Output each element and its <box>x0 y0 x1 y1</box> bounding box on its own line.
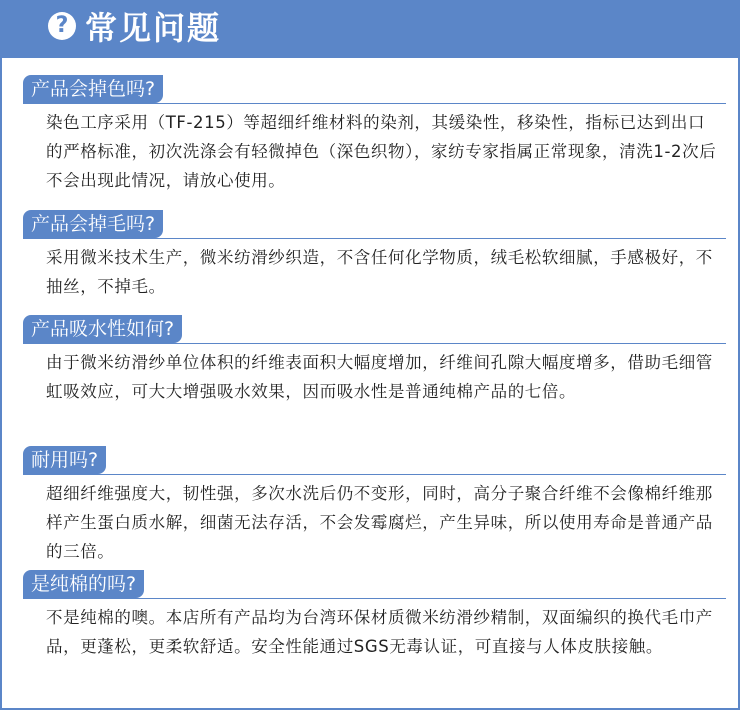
question-label: 产品会掉色吗? <box>23 75 163 103</box>
question-label: 产品吸水性如何? <box>23 315 182 343</box>
answer-text: 由于微米纺滑纱单位体积的纤维表面积大幅度增加，纤维间孔隙大幅度增多，借助毛细管虹吸效应，可大大增强吸水效果，因而吸水性是普通纯棉产品的七倍。 <box>46 353 713 401</box>
question-underline <box>23 598 726 599</box>
page-title: 常见问题 <box>85 9 222 47</box>
question-underline <box>23 474 726 475</box>
answer-text: 超细纤维强度大，韧性强，多次水洗后仍不变形，同时，高分子聚合纤维不会像棉纤维那样产生蛋白质水解，细菌无法存活，不会发霉腐烂，产生异味，所以使用寿命是普通产品的三倍。 <box>46 484 713 561</box>
question-underline <box>23 343 726 344</box>
answer-text: 不是纯棉的噢。本店所有产品均为台湾环保材质微米纺滑纱精制，双面编织的换代毛巾产品，更蓬松，更柔软舒适。安全性能通过SGS无毒认证，可直接与人体皮肤接触。 <box>46 608 713 656</box>
question-label: 产品会掉毛吗? <box>23 210 163 238</box>
question-circle-icon: ? <box>48 12 76 40</box>
question-underline <box>23 103 726 104</box>
answer-text: 染色工序采用（TF-215）等超细纤维材料的染剂，其缓染性，移染性，指标已达到出口的严格标准，初次洗涤会有轻微掉色（深色织物），家纺专家指属正常现象，清洗1-2次后不会出现此情况，请放心使用。 <box>46 113 717 190</box>
question-underline <box>23 238 726 239</box>
question-label: 是纯棉的吗? <box>23 570 144 598</box>
answer-text: 采用微米技术生产，微米纺滑纱织造，不含任何化学物质，绒毛松软细腻，手感极好，不抽丝，不掉毛。 <box>46 248 713 296</box>
faq-header <box>0 0 740 58</box>
question-label: 耐用吗? <box>23 446 106 474</box>
